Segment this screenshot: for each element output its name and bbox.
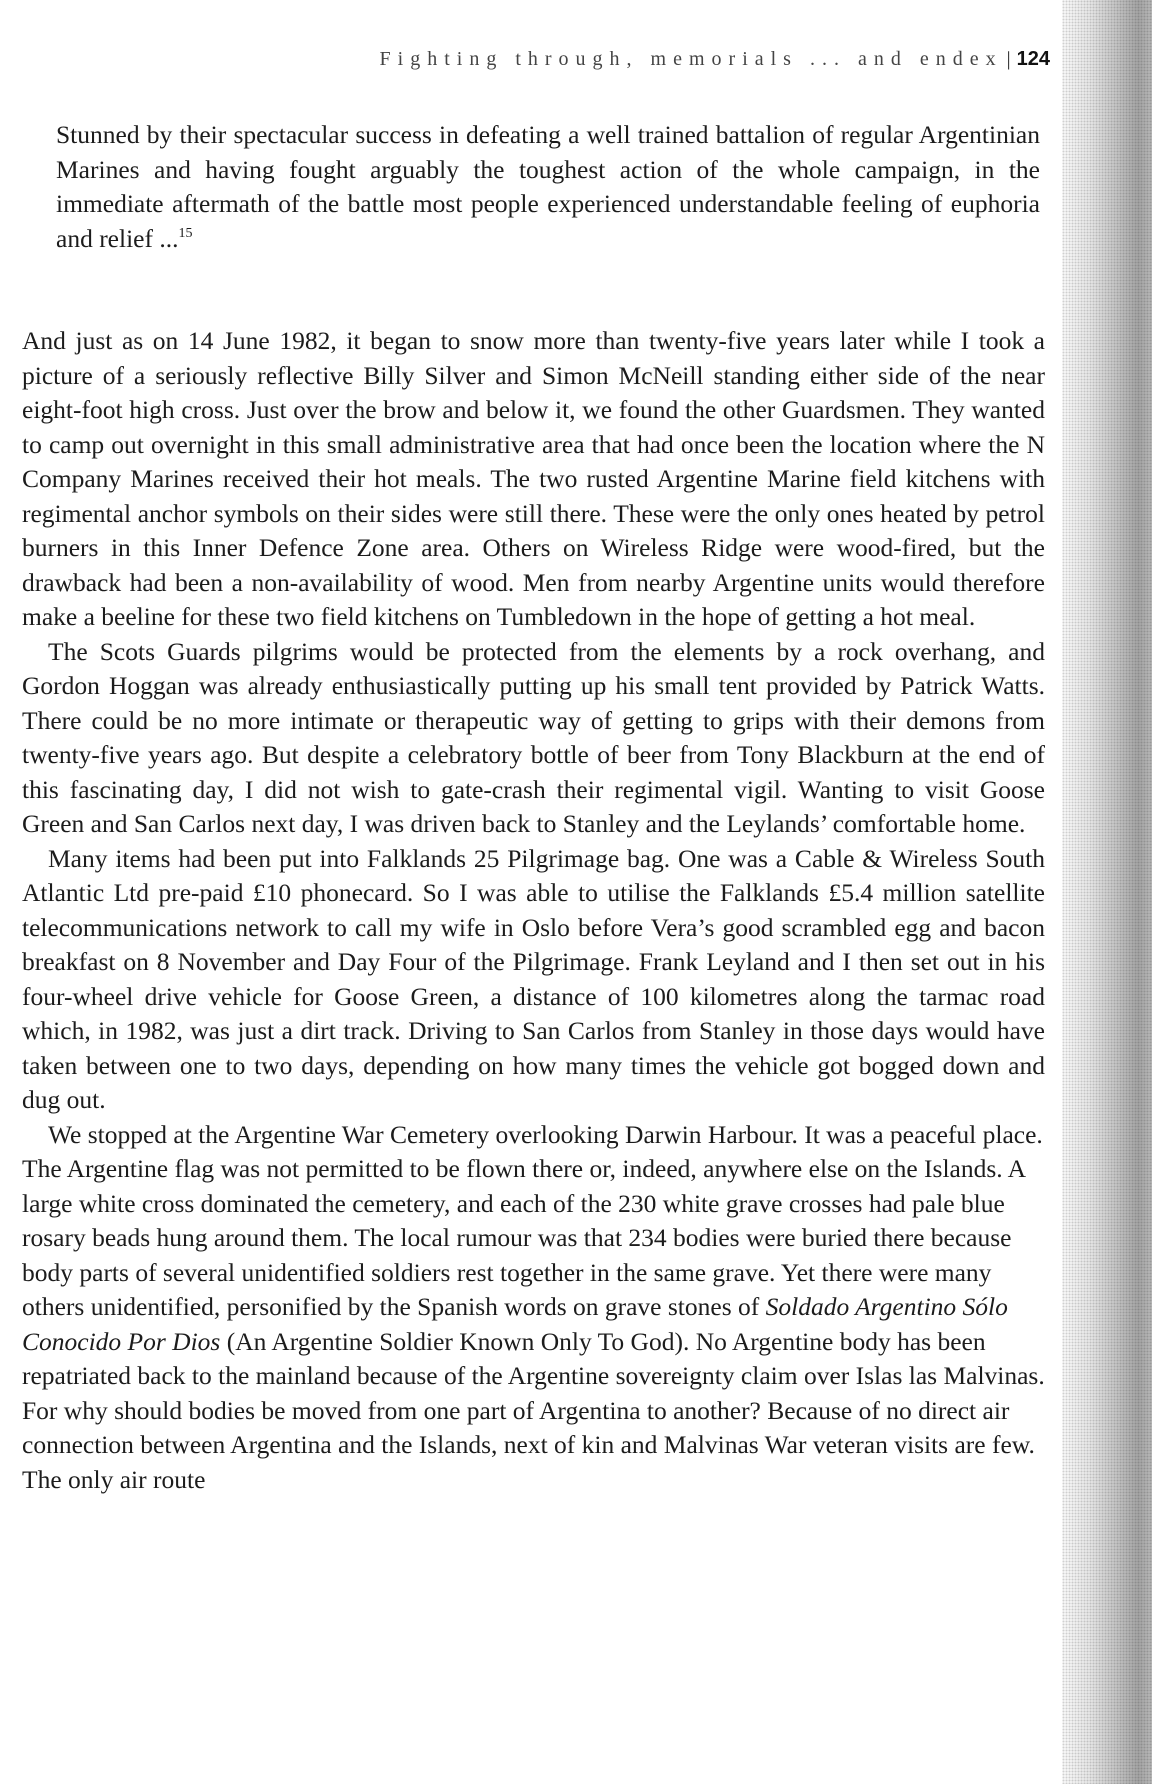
paragraph-1: And just as on 14 June 1982, it began to snow more than twenty-five years later while I took a picture of a seriously reflective Billy Silver and Simon McNeill standing either side of the near eight-foot high cross. Just over the brow and below it, we found the other Guardsmen. They wanted to camp out overnight in this small administrative area that had once been the location where the N Company Marines received their hot meals. The two rusted Argentine Marine field kitchens with regimental anchor symbols on their sides were still there. These were the only ones heated by petrol burners in this Inner Defence Zone area. Others on Wireless Ridge were wood-fired, but the drawback had been a non-availability of wood. Men from nearby Argentine units would therefore make a beeline for these two field kitchens on Tumbledown in the hope of getting a hot meal. <box>22 326 1045 631</box>
footnote-reference: 15 <box>178 225 193 241</box>
quote-text: Stunned by their spectacular success in defeating a well trained battalion of regular Argentinian Marines and having fought arguably the toughest action of the whole campaign, in the immediate aftermath of the battle most people experienced understandable feeling of euphoria and relief ... <box>56 120 1040 253</box>
body-text <box>22 324 1045 1497</box>
paragraph-4-text: We stopped at the Argentine War Cemetery overlooking Darwin Harbour. It was a peaceful place. The Argentine flag was not permitted to be flown there or, indeed, anywhere else on the Islands. A large white cross dominated the cemetery, and each of the 230 white grave crosses had pale blue rosary beads hung around them. The local rumour was that 234 bodies were buried there because body parts of several unidentified soldiers rest together in the same grave. Yet there were many others unidentified, personified by the Spanish words on grave stones of <box>22 1119 1043 1321</box>
paragraph-2: The Scots Guards pilgrims would be protected from the elements by a rock overhang, and Gordon Hoggan was already enthusiastically putting up his small tent provided by Patrick Watts. There could be no more intimate or therapeutic way of getting to grips with their demons from twenty-five years ago. But despite a celebratory bottle of beer from Tony Blackburn at the end of this fascinating day, I did not wish to gate-crash their regimental vigil. Wanting to visit Goose Green and San Carlos next day, I was driven back to Stanley and the Leylands’ comfortable home. <box>22 636 1045 838</box>
page-number: 124 <box>1016 48 1050 70</box>
paragraph-4 <box>22 1118 1045 1498</box>
running-header <box>150 48 1050 71</box>
header-separator: | <box>1006 48 1011 70</box>
paragraph-4-continuation: (An Argentine Soldier Known Only To God). No Argentine body has been repatriated back to the mainland because of the Argentine sovereignty claim over Islas las Malvinas. For why should bodies be moved from one part of Argentina to another? Because of no direct air connection between Argentina and the Islands, next of kin and Malvinas War veteran visits are few. The only air route <box>22 1326 1045 1494</box>
block-quote <box>56 118 1040 256</box>
running-title: Fighting through, memorials ... and endex <box>379 48 1003 70</box>
paragraph-3: Many items had been put into Falklands 25 Pilgrimage bag. One was a Cable & Wireless South Atlantic Ltd pre-paid £10 phonecard. So I was able to utilise the Falklands £5.4 million satellite telecommunications network to call my wife in Oslo before Vera’s good scrambled egg and bacon breakfast on 8 November and Day Four of the Pilgrimage. Frank Leyland and I then set out in his four-wheel drive vehicle for Goose Green, a distance of 100 kilometres along the tarmac road which, in 1982, was just a dirt track. Driving to San Carlos from Stanley in those days would have taken between one to two days, depending on how many times the vehicle got bogged down and dug out. <box>22 843 1045 1114</box>
page-gutter-shadow <box>1062 0 1152 1784</box>
spanish-inscription: Soldado Argentino Sólo Conocido Por Dios <box>22 1292 1008 1356</box>
